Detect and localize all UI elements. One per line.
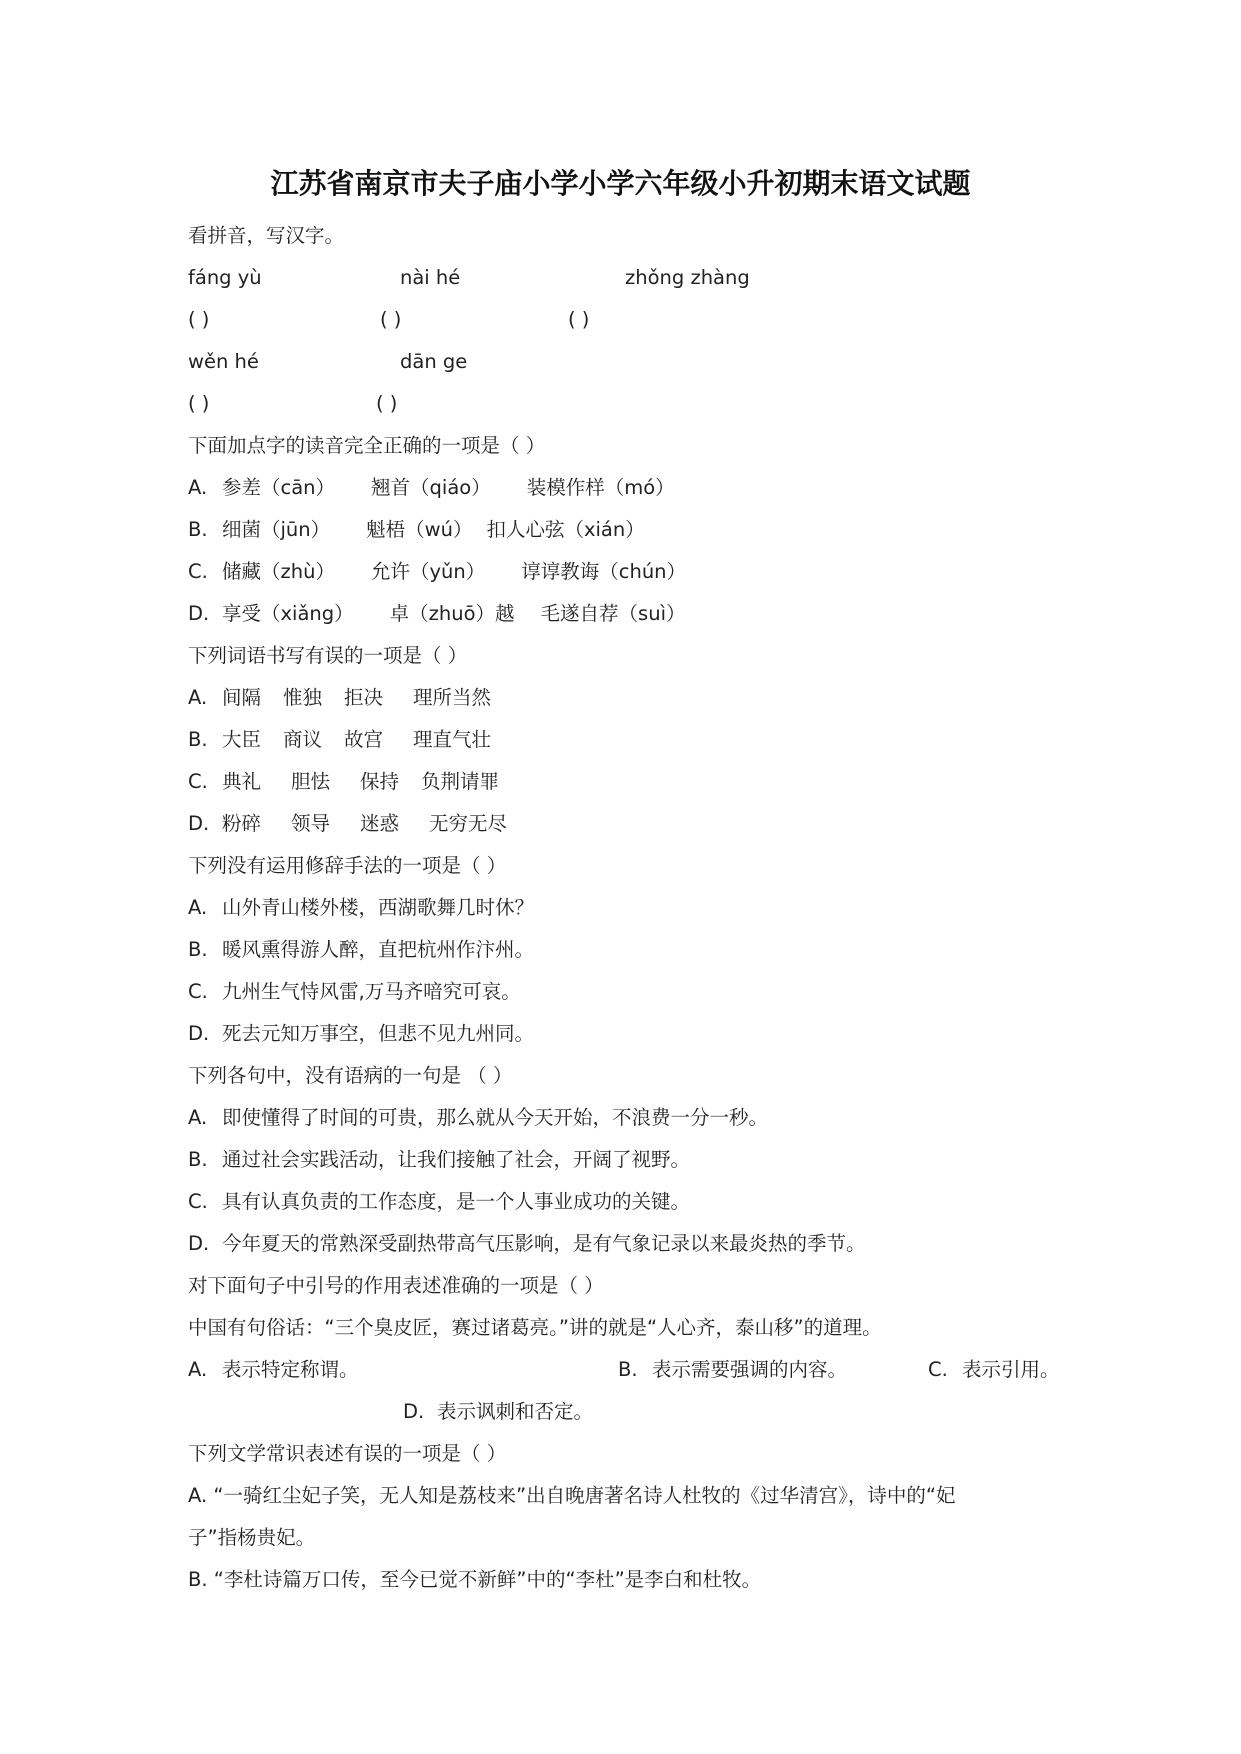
q6-option-c[interactable]: C. 表示引用。: [928, 1358, 1060, 1381]
q2-option-c[interactable]: C. 储藏（zhù） 允许（yǔn） 谆谆教诲（chún）: [188, 560, 687, 583]
q5-option-c[interactable]: C. 具有认真负责的工作态度，是一个人事业成功的关键。: [188, 1190, 691, 1213]
pinyin-zhong-zhang: zhǒng zhàng: [625, 266, 750, 289]
q7-option-a-line2: 子”指杨贵妃。: [188, 1526, 316, 1549]
q3-option-d[interactable]: D. 粉碎 领导 迷惑 无穷无尽: [188, 812, 508, 835]
pinyin-fang-yu: fáng yù: [188, 266, 262, 289]
q3-stem: 下列词语书写有误的一项是（ ）: [188, 644, 468, 667]
answer-blank[interactable]: ( ): [568, 308, 590, 331]
answer-blank[interactable]: ( ): [380, 308, 402, 331]
pinyin-wen-he: wěn hé: [188, 350, 259, 373]
q5-option-a[interactable]: A. 即使懂得了时间的可贵，那么就从今天开始，不浪费一分一秒。: [188, 1106, 769, 1129]
q2-option-a[interactable]: A. 参差（cān） 翘首（qiáo） 装模作样（mó）: [188, 476, 675, 499]
page-title: 江苏省南京市夫子庙小学小学六年级小升初期末语文试题: [270, 167, 971, 200]
q2-stem: 下面加点字的读音完全正确的一项是（ ）: [188, 434, 546, 457]
q3-option-c[interactable]: C. 典礼 胆怯 保持 负荆请罪: [188, 770, 500, 793]
q3-option-a[interactable]: A. 间隔 惟独 拒决 理所当然: [188, 686, 492, 709]
answer-blank[interactable]: ( ): [376, 392, 398, 415]
q2-option-b[interactable]: B. 细菌（jūn） 魁梧（wú） 扣人心弦（xián）: [188, 518, 645, 541]
q7-option-a-line1[interactable]: A. “一骑红尘妃子笑，无人知是荔枝来”出自晚唐著名诗人杜牧的《过华清宫》，诗中的“妃: [188, 1484, 956, 1507]
q7-stem: 下列文学常识表述有误的一项是（ ）: [188, 1442, 507, 1465]
q4-option-d[interactable]: D. 死去元知万事空，但悲不见九州同。: [188, 1022, 535, 1045]
q6-option-d[interactable]: D. 表示讽刺和否定。: [403, 1400, 594, 1423]
q7-option-b[interactable]: B. “李杜诗篇万口传，至今已觉不新鲜”中的“李杜”是李白和杜牧。: [188, 1568, 762, 1591]
q2-option-d[interactable]: D. 享受（xiǎng） 卓（zhuō）越 毛遂自荐（suì）: [188, 602, 686, 625]
q4-option-a[interactable]: A. 山外青山楼外楼，西湖歌舞几时休？: [188, 896, 535, 919]
q4-option-c[interactable]: C. 九州生气恃风雷,万马齐喑究可哀。: [188, 980, 521, 1003]
q6-sentence: 中国有句俗话：“三个臭皮匠，赛过诸葛亮。”讲的就是“人心齐，泰山移”的道理。: [188, 1316, 882, 1339]
q6-option-a[interactable]: A. 表示特定称谓。: [188, 1358, 359, 1381]
pinyin-nai-he: nài hé: [400, 266, 461, 289]
answer-blank[interactable]: ( ): [188, 392, 210, 415]
q4-stem: 下列没有运用修辞手法的一项是（ ）: [188, 854, 507, 877]
q3-option-b[interactable]: B. 大臣 商议 故宫 理直气壮: [188, 728, 492, 751]
answer-blank[interactable]: ( ): [188, 308, 210, 331]
q5-stem: 下列各句中，没有语病的一句是 （ ）: [188, 1064, 513, 1087]
q5-option-b[interactable]: B. 通过社会实践活动，让我们接触了社会，开阔了视野。: [188, 1148, 691, 1171]
q6-stem: 对下面句子中引号的作用表述准确的一项是（ ）: [188, 1274, 604, 1297]
q6-option-b[interactable]: B. 表示需要强调的内容。: [618, 1358, 848, 1381]
q4-option-b[interactable]: B. 暖风熏得游人醉，直把杭州作汴州。: [188, 938, 535, 961]
q1-stem: 看拼音，写汉字。: [188, 224, 345, 247]
q5-option-d[interactable]: D. 今年夏天的常熟深受副热带高气压影响，是有气象记录以来最炎热的季节。: [188, 1232, 866, 1255]
pinyin-dan-ge: dān ge: [400, 350, 468, 373]
